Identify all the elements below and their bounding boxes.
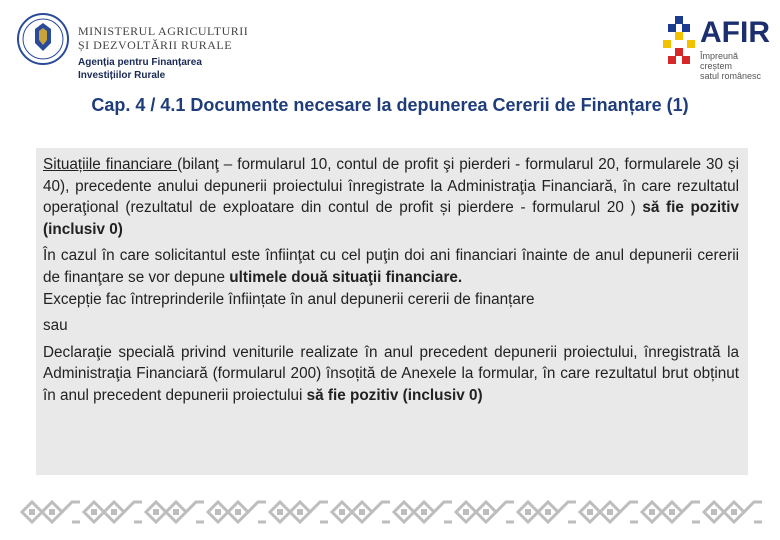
afir-tagline xyxy=(700,51,770,81)
agency-name xyxy=(78,56,248,82)
afir-wordmark: AFIR xyxy=(700,16,770,49)
ministry-name xyxy=(78,24,248,82)
paragraph-financial-statements xyxy=(43,154,739,240)
afir-logo xyxy=(660,14,770,81)
paragraph-special-declaration xyxy=(43,342,739,407)
paragraph-two-years xyxy=(43,245,739,310)
paragraph-1-text: (bilanţ – formularul 10, contul de profit şi pierderi - formularul 20, formularele 30 și 40), precedente anului depunerii proiectului înregistrate la Administraţia Financiară, în care rezultatul operaţional (rezultatul de exploatare din contul de profit și pierdere - formularul 20 ) xyxy=(43,156,739,217)
paragraph-4-text: Declaraţie specială privind veniturile realizate în anul precedent depunerii proiectului, înregistrată la Administraţia Financiară (formularul 200) însoțită de Anexele la formular, în care rezultatul brut obținut în anul precedent depunerii proiectului xyxy=(43,343,739,404)
traditional-border-ornament xyxy=(18,492,762,532)
agency-line-1: Agenția pentru Finanțarea xyxy=(78,57,202,68)
coat-of-arms-icon xyxy=(16,12,70,66)
afir-tagline-1: Împreună creștem xyxy=(700,51,739,71)
ministry-line-1: MINISTERUL AGRICULTURII xyxy=(78,24,249,38)
paragraph-2-emphasis: ultimele două situaţii financiare. xyxy=(229,268,463,286)
header xyxy=(0,0,780,90)
paragraph-or: sau xyxy=(43,317,68,335)
page-title: Cap. 4 / 4.1 Documente necesare la depunerea Cererii de Finanțare (1) xyxy=(91,95,689,115)
afir-tricolor-mark-icon xyxy=(660,14,698,76)
paragraph-2-text: În cazul în care solicitantul este înfiinţat cu cel puţin doi ani financiari înainte de anul depunerii cererii de finanţare se vor depune xyxy=(43,247,739,286)
ministry-line-2: ȘI DEZVOLTĂRII RURALE xyxy=(78,38,233,52)
term-financial-statements: Situațiile financiare xyxy=(43,156,178,173)
agency-line-2: Investițiilor Rurale xyxy=(78,70,166,81)
paragraph-2-exception: Excepție fac întreprinderile înființate în anul depunerii cererii de finanțare xyxy=(43,290,535,308)
content-panel xyxy=(36,148,748,475)
paragraph-1-emphasis: să fie pozitiv (inclusiv 0) xyxy=(43,199,739,238)
afir-tagline-2: satul românesc xyxy=(700,71,762,81)
paragraph-4-emphasis: să fie pozitiv (inclusiv 0) xyxy=(306,386,483,404)
